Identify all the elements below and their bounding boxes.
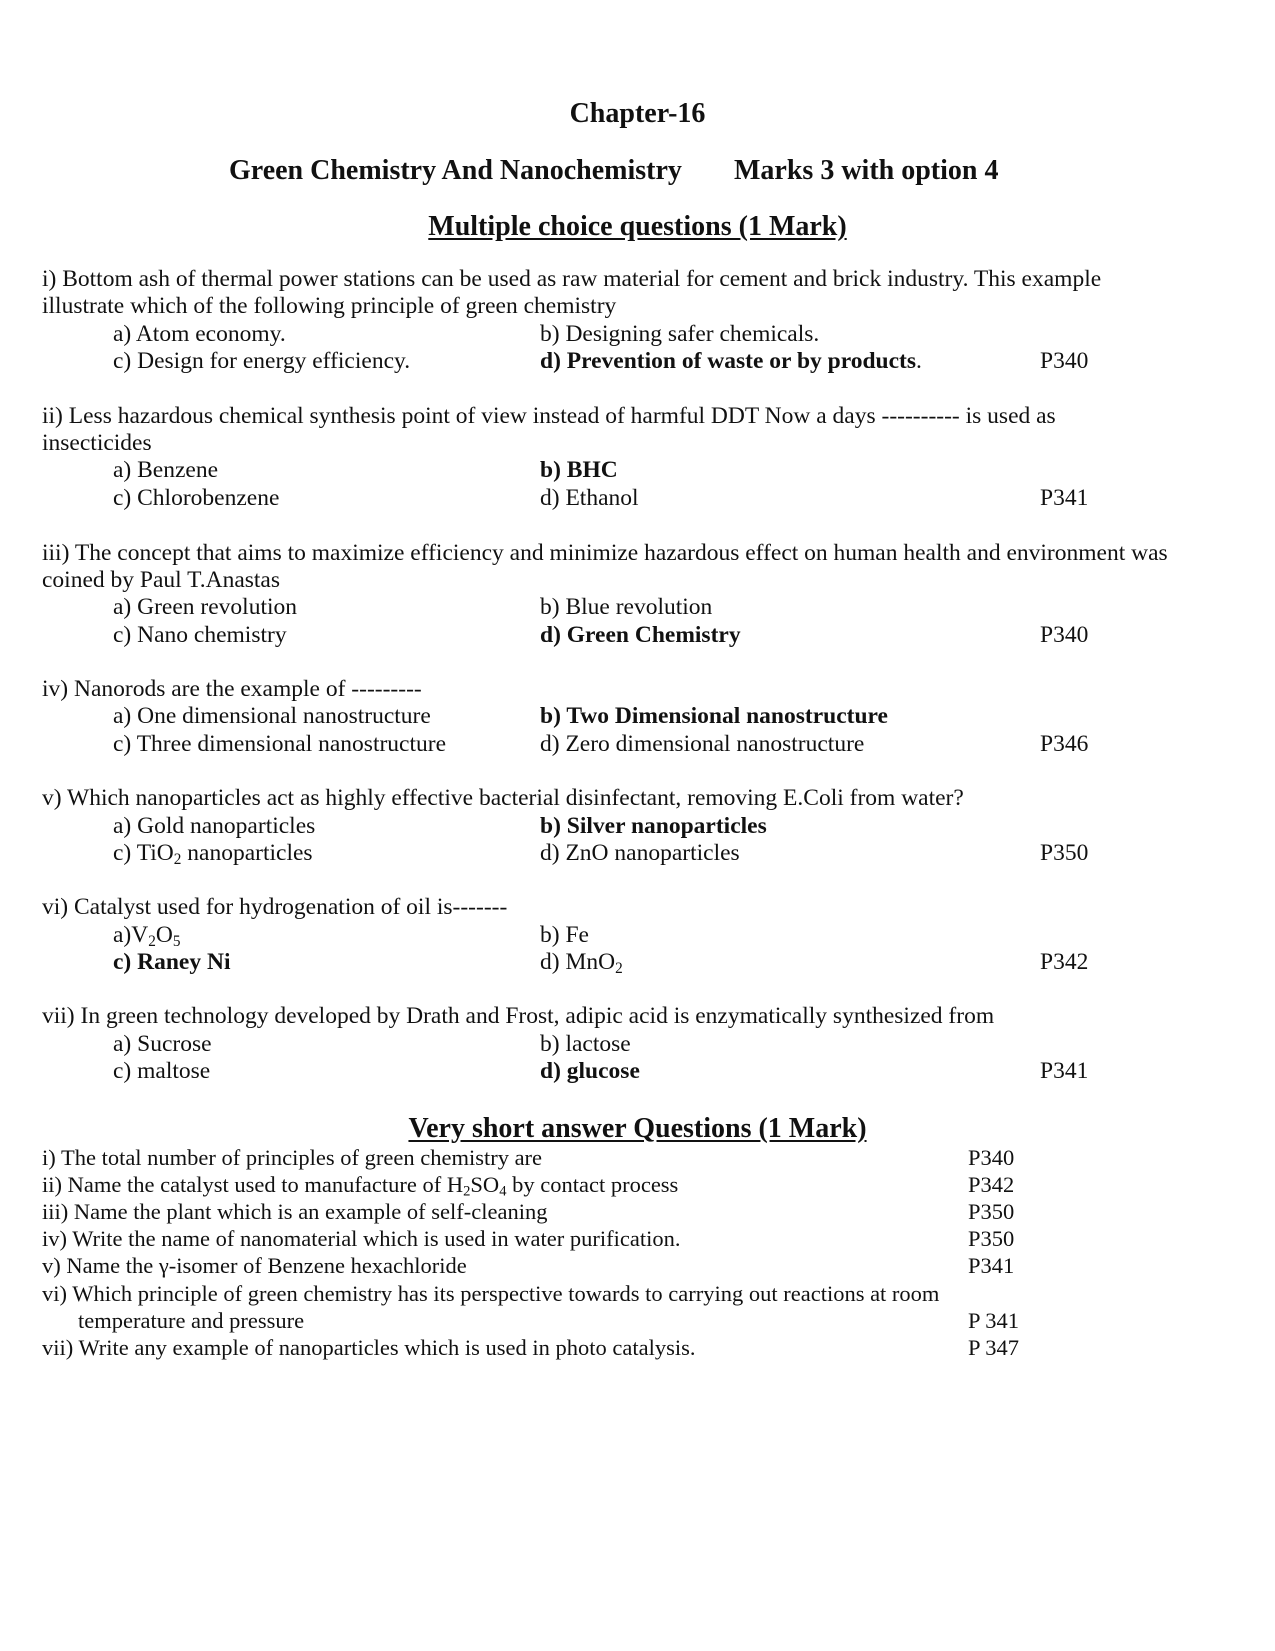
- option-a: a) Atom economy.: [113, 321, 286, 347]
- option-d-answer: d) Prevention of waste or by products.: [540, 348, 922, 374]
- option-a: $a)V_2O_5$: [113, 922, 181, 950]
- option-c: c) Design for energy efficiency.: [113, 348, 411, 374]
- question-text: iv) Nanorods are the example of ---------: [42, 676, 422, 702]
- option-d: d) Zero dimensional nanostructure: [540, 731, 865, 757]
- page-reference: P350: [1040, 840, 1089, 866]
- option-a: a) Benzene: [113, 457, 219, 483]
- option-a: a) One dimensional nanostructure: [113, 703, 431, 729]
- option-b: b) lactose: [540, 1031, 631, 1057]
- vsa-page-1: P340: [968, 1145, 1015, 1170]
- question-text: iii) The concept that aims to maximize efficiency and minimize hazardous effect on human health and environment was: [42, 540, 1168, 566]
- vsa-item-6-cont: temperature and pressure: [78, 1308, 305, 1333]
- option-b-answer: b) Silver nanoparticles: [540, 813, 767, 839]
- subject-title: Green Chemistry And Nanochemistry: [229, 155, 682, 186]
- chapter-title: Chapter-16: [569, 98, 706, 129]
- option-b-answer: b) BHC: [540, 457, 618, 483]
- option-b: b) Designing safer chemicals.: [540, 321, 820, 347]
- question-text-cont: illustrate which of the following principle of green chemistry: [42, 293, 617, 319]
- option-c: c) maltose: [113, 1058, 211, 1084]
- vsa-page-3: P350: [968, 1199, 1015, 1224]
- vsa-heading: Very short answer Questions (1 Mark): [408, 1113, 867, 1144]
- option-c: c) TiO$_2$ nanoparticles: [113, 840, 313, 868]
- question-text: vi) Catalyst used for hydrogenation of oil is-------: [42, 894, 508, 920]
- page-reference: P340: [1040, 622, 1089, 648]
- vsa-item-2: ii) Name the catalyst used to manufacture of $H_2SO_4$ by contact process: [42, 1172, 679, 1200]
- option-d-answer: d) glucose: [540, 1058, 640, 1084]
- vsa-page-2: P342: [968, 1172, 1015, 1197]
- option-c-answer: c) Raney Ni: [113, 949, 231, 975]
- page-reference: P341: [1040, 1058, 1089, 1084]
- question-text: ii) Less hazardous chemical synthesis point of view instead of harmful DDT Now a days ---------- is used as: [42, 403, 1056, 429]
- option-d: d) ZnO nanoparticles: [540, 840, 740, 866]
- question-text-cont: insecticides: [42, 430, 152, 456]
- vsa-item-5: v) Name the γ-isomer of Benzene hexachloride: [42, 1253, 467, 1278]
- option-b: b) Blue revolution: [540, 594, 713, 620]
- option-a: a) Green revolution: [113, 594, 298, 620]
- option-b-answer: b) Two Dimensional nanostructure: [540, 703, 888, 729]
- option-d-answer: d) Green Chemistry: [540, 622, 741, 648]
- page-reference: P340: [1040, 348, 1089, 374]
- option-c: c) Chlorobenzene: [113, 485, 280, 511]
- page-reference: P342: [1040, 949, 1089, 975]
- vsa-item-3: iii) Name the plant which is an example of self-cleaning: [42, 1199, 548, 1224]
- option-c: c) Three dimensional nanostructure: [113, 731, 447, 757]
- option-a: a) Sucrose: [113, 1031, 212, 1057]
- option-a: a) Gold nanoparticles: [113, 813, 316, 839]
- option-c: c) Nano chemistry: [113, 622, 287, 648]
- option-b: b) Fe: [540, 922, 589, 948]
- vsa-page-5: P341: [968, 1253, 1015, 1278]
- marks-info: Marks 3 with option 4: [734, 155, 999, 186]
- question-text: v) Which nanoparticles act as highly effective bacterial disinfectant, removing E.Coli from water?: [42, 785, 964, 811]
- option-d: d) Ethanol: [540, 485, 639, 511]
- mcq-heading: Multiple choice questions (1 Mark): [428, 211, 847, 242]
- page-reference: P346: [1040, 731, 1089, 757]
- vsa-item-7: vii) Write any example of nanoparticles which is used in photo catalysis.: [42, 1335, 696, 1360]
- vsa-page-4: P350: [968, 1226, 1015, 1251]
- page-reference: P341: [1040, 485, 1089, 511]
- vsa-item-6: vi) Which principle of green chemistry has its perspective towards to carrying out reactions at room: [42, 1281, 940, 1306]
- vsa-page-6: P 341: [968, 1308, 1020, 1333]
- vsa-item-4: iv) Write the name of nanomaterial which is used in water purification.: [42, 1226, 681, 1251]
- option-d: d) MnO$_2$: [540, 949, 623, 977]
- vsa-item-1: i) The total number of principles of green chemistry are: [42, 1145, 543, 1170]
- question-text-cont: coined by Paul T.Anastas: [42, 567, 281, 593]
- vsa-page-7: P 347: [968, 1335, 1020, 1360]
- question-text: vii) In green technology developed by Drath and Frost, adipic acid is enzymatically synthesized from: [42, 1003, 995, 1029]
- question-text: i) Bottom ash of thermal power stations can be used as raw material for cement and brick industry. This example: [42, 266, 1102, 292]
